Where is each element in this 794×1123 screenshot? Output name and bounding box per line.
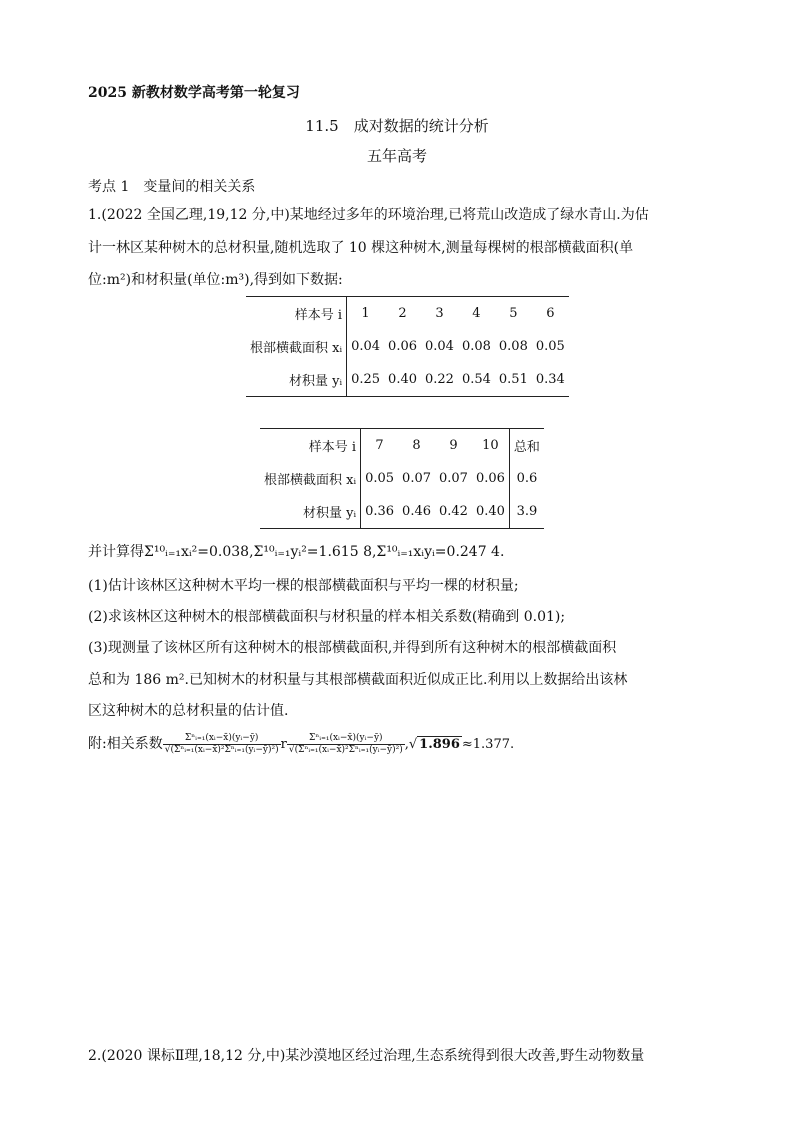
table-row-label: 材积量 yᵢ (260, 495, 361, 529)
table-cell: 0.40 (472, 495, 509, 529)
table-cell: 0.22 (421, 363, 458, 397)
table-cell: 0.07 (439, 471, 468, 486)
table-cell: 0.51 (495, 363, 532, 397)
table-row-label: 根部横截面积 xᵢ (246, 330, 347, 363)
series-title: 2025 新教材数学高考第一轮复习 (88, 85, 300, 101)
fraction-denominator: √(Σⁿᵢ₌₁(xᵢ−x̄)²Σⁿᵢ₌₁(yᵢ−ȳ)²) (288, 745, 403, 755)
q1-part3-line2: 总和为 186 m².已知树木的材积量与其根部横截面积近似成正比.利用以上数据给出该林 (88, 672, 628, 688)
table-cell: 0.25 (347, 363, 384, 397)
table-cell: 0.06 (388, 339, 417, 354)
q1-intro-line3: 位:m²)和材积量(单位:m³),得到如下数据: (88, 272, 343, 288)
table-row (260, 429, 544, 463)
table-cell: 0.04 (351, 339, 381, 354)
table-cell: 0.05 (535, 339, 565, 354)
appendix-prefix: 附:相关系数 (88, 736, 163, 752)
table-cell: 8 (398, 429, 435, 463)
table-cell: 0.07 (402, 471, 431, 486)
table-cell: 0.05 (365, 471, 395, 486)
fraction-denominator: √(Σⁿᵢ₌₁(xᵢ−x̄)²Σⁿᵢ₌₁(yᵢ−ȳ)²) (164, 745, 279, 755)
q1-intro-line2: 计一林区某种树木的总材积量,随机选取了 10 棵这种树木,测量每棵树的根部横截面积(单 (88, 240, 634, 256)
q1-calc-line: 并计算得Σ¹⁰ᵢ₌₁xᵢ²=0.038,Σ¹⁰ᵢ₌₁yᵢ²=1.615 8,Σ¹⁰ᵢ₌₁xᵢyᵢ=0.247 4. (88, 544, 505, 560)
q1-part3-line1: (3)现测量了该林区所有这种树木的根部横截面积,并得到所有这种树木的根部横截面积 (88, 640, 617, 656)
q1-intro-line1: 1.(2022 全国乙理,19,12 分,中)某地经过多年的环境治理,已将荒山改造成了绿水青山.为估 (88, 207, 649, 223)
table-cell: 0.40 (384, 363, 421, 397)
table-row-label: 材积量 yᵢ (246, 363, 347, 397)
correlation-fraction-2 (287, 733, 405, 756)
table-cell: 6 (532, 297, 569, 331)
q1-part2: (2)求该林区这种树木的根部横截面积与材积量的样本相关系数(精确到 0.01); (88, 609, 566, 625)
table-cell: 10 (472, 429, 509, 463)
r-symbol: r (280, 737, 287, 752)
table-cell: 5 (495, 297, 532, 331)
table-total-cell: 0.6 (516, 471, 538, 486)
topic-label: 考点 1 变量间的相关关系 (88, 179, 256, 195)
approx-value: ≈1.377. (461, 737, 515, 752)
table-cell: 9 (435, 429, 472, 463)
section-subtitle: 五年高考 (366, 147, 427, 165)
table-row (246, 297, 569, 331)
table-total-header: 总和 (509, 429, 544, 463)
fraction-numerator: Σⁿᵢ₌₁(xᵢ−x̄)(yᵢ−ȳ) (287, 733, 405, 745)
table-header-label: 样本号 i (260, 429, 361, 463)
table-cell: 7 (361, 429, 398, 463)
table-cell: 0.36 (361, 495, 398, 529)
q1-part1: (1)估计该林区这种树木平均一棵的根部横截面积与平均一棵的材积量; (88, 578, 519, 594)
table-row-label: 根部横截面积 xᵢ (260, 462, 361, 495)
table-row (246, 363, 569, 397)
table-cell: 0.46 (398, 495, 435, 529)
q2-intro-line1: 2.(2020 课标Ⅱ理,18,12 分,中)某沙漠地区经过治理,生态系统得到很大改善,野生动物数量 (88, 1048, 645, 1064)
appendix-formula: 附:相关系数 $\frac{\text{Σⁿᵢ₌₁(xᵢ−x̄)(yᵢ−ȳ)}}{\text{√(Σⁿᵢ₌₁(xᵢ−x̄)²Σⁿᵢ₌₁(yᵢ−ȳ)²)}}$ r $\frac{\text{Σⁿᵢ₌₁(xᵢ−x̄)(yᵢ−ȳ)}}{\text{√(Σⁿᵢ₌₁(xᵢ−x̄)²Σⁿᵢ₌₁(yᵢ−ȳ)²)}}$ ,√ 1.896 ≈1.377. (88, 733, 515, 755)
correlation-fraction-1 (163, 733, 281, 756)
table-header-label: 样本号 i (246, 297, 347, 331)
table-total-cell: 3.9 (509, 495, 544, 529)
table-row (246, 330, 569, 363)
table-row (260, 495, 544, 529)
table-cell: 3 (421, 297, 458, 331)
table-cell: 0.04 (425, 339, 454, 354)
section-title: 11.5 成对数据的统计分析 (305, 117, 489, 135)
table-cell: 4 (458, 297, 495, 331)
q1-part3-line3: 区这种树木的总材积量的估计值. (88, 703, 289, 719)
data-table-2 (260, 428, 544, 529)
sqrt-value: 1.896 (419, 737, 460, 752)
table-cell: 0.06 (472, 462, 509, 495)
table-cell: 0.08 (461, 339, 491, 354)
table-row (260, 462, 544, 495)
table-cell: 2 (384, 297, 421, 331)
table-cell: 1 (347, 297, 384, 331)
fraction-numerator: Σⁿᵢ₌₁(xᵢ−x̄)(yᵢ−ȳ) (163, 733, 281, 745)
table-cell: 0.42 (435, 495, 472, 529)
table-cell: 0.34 (532, 363, 569, 397)
data-table-1 (246, 296, 569, 397)
table-cell: 0.54 (458, 363, 495, 397)
table-cell: 0.08 (498, 339, 528, 354)
